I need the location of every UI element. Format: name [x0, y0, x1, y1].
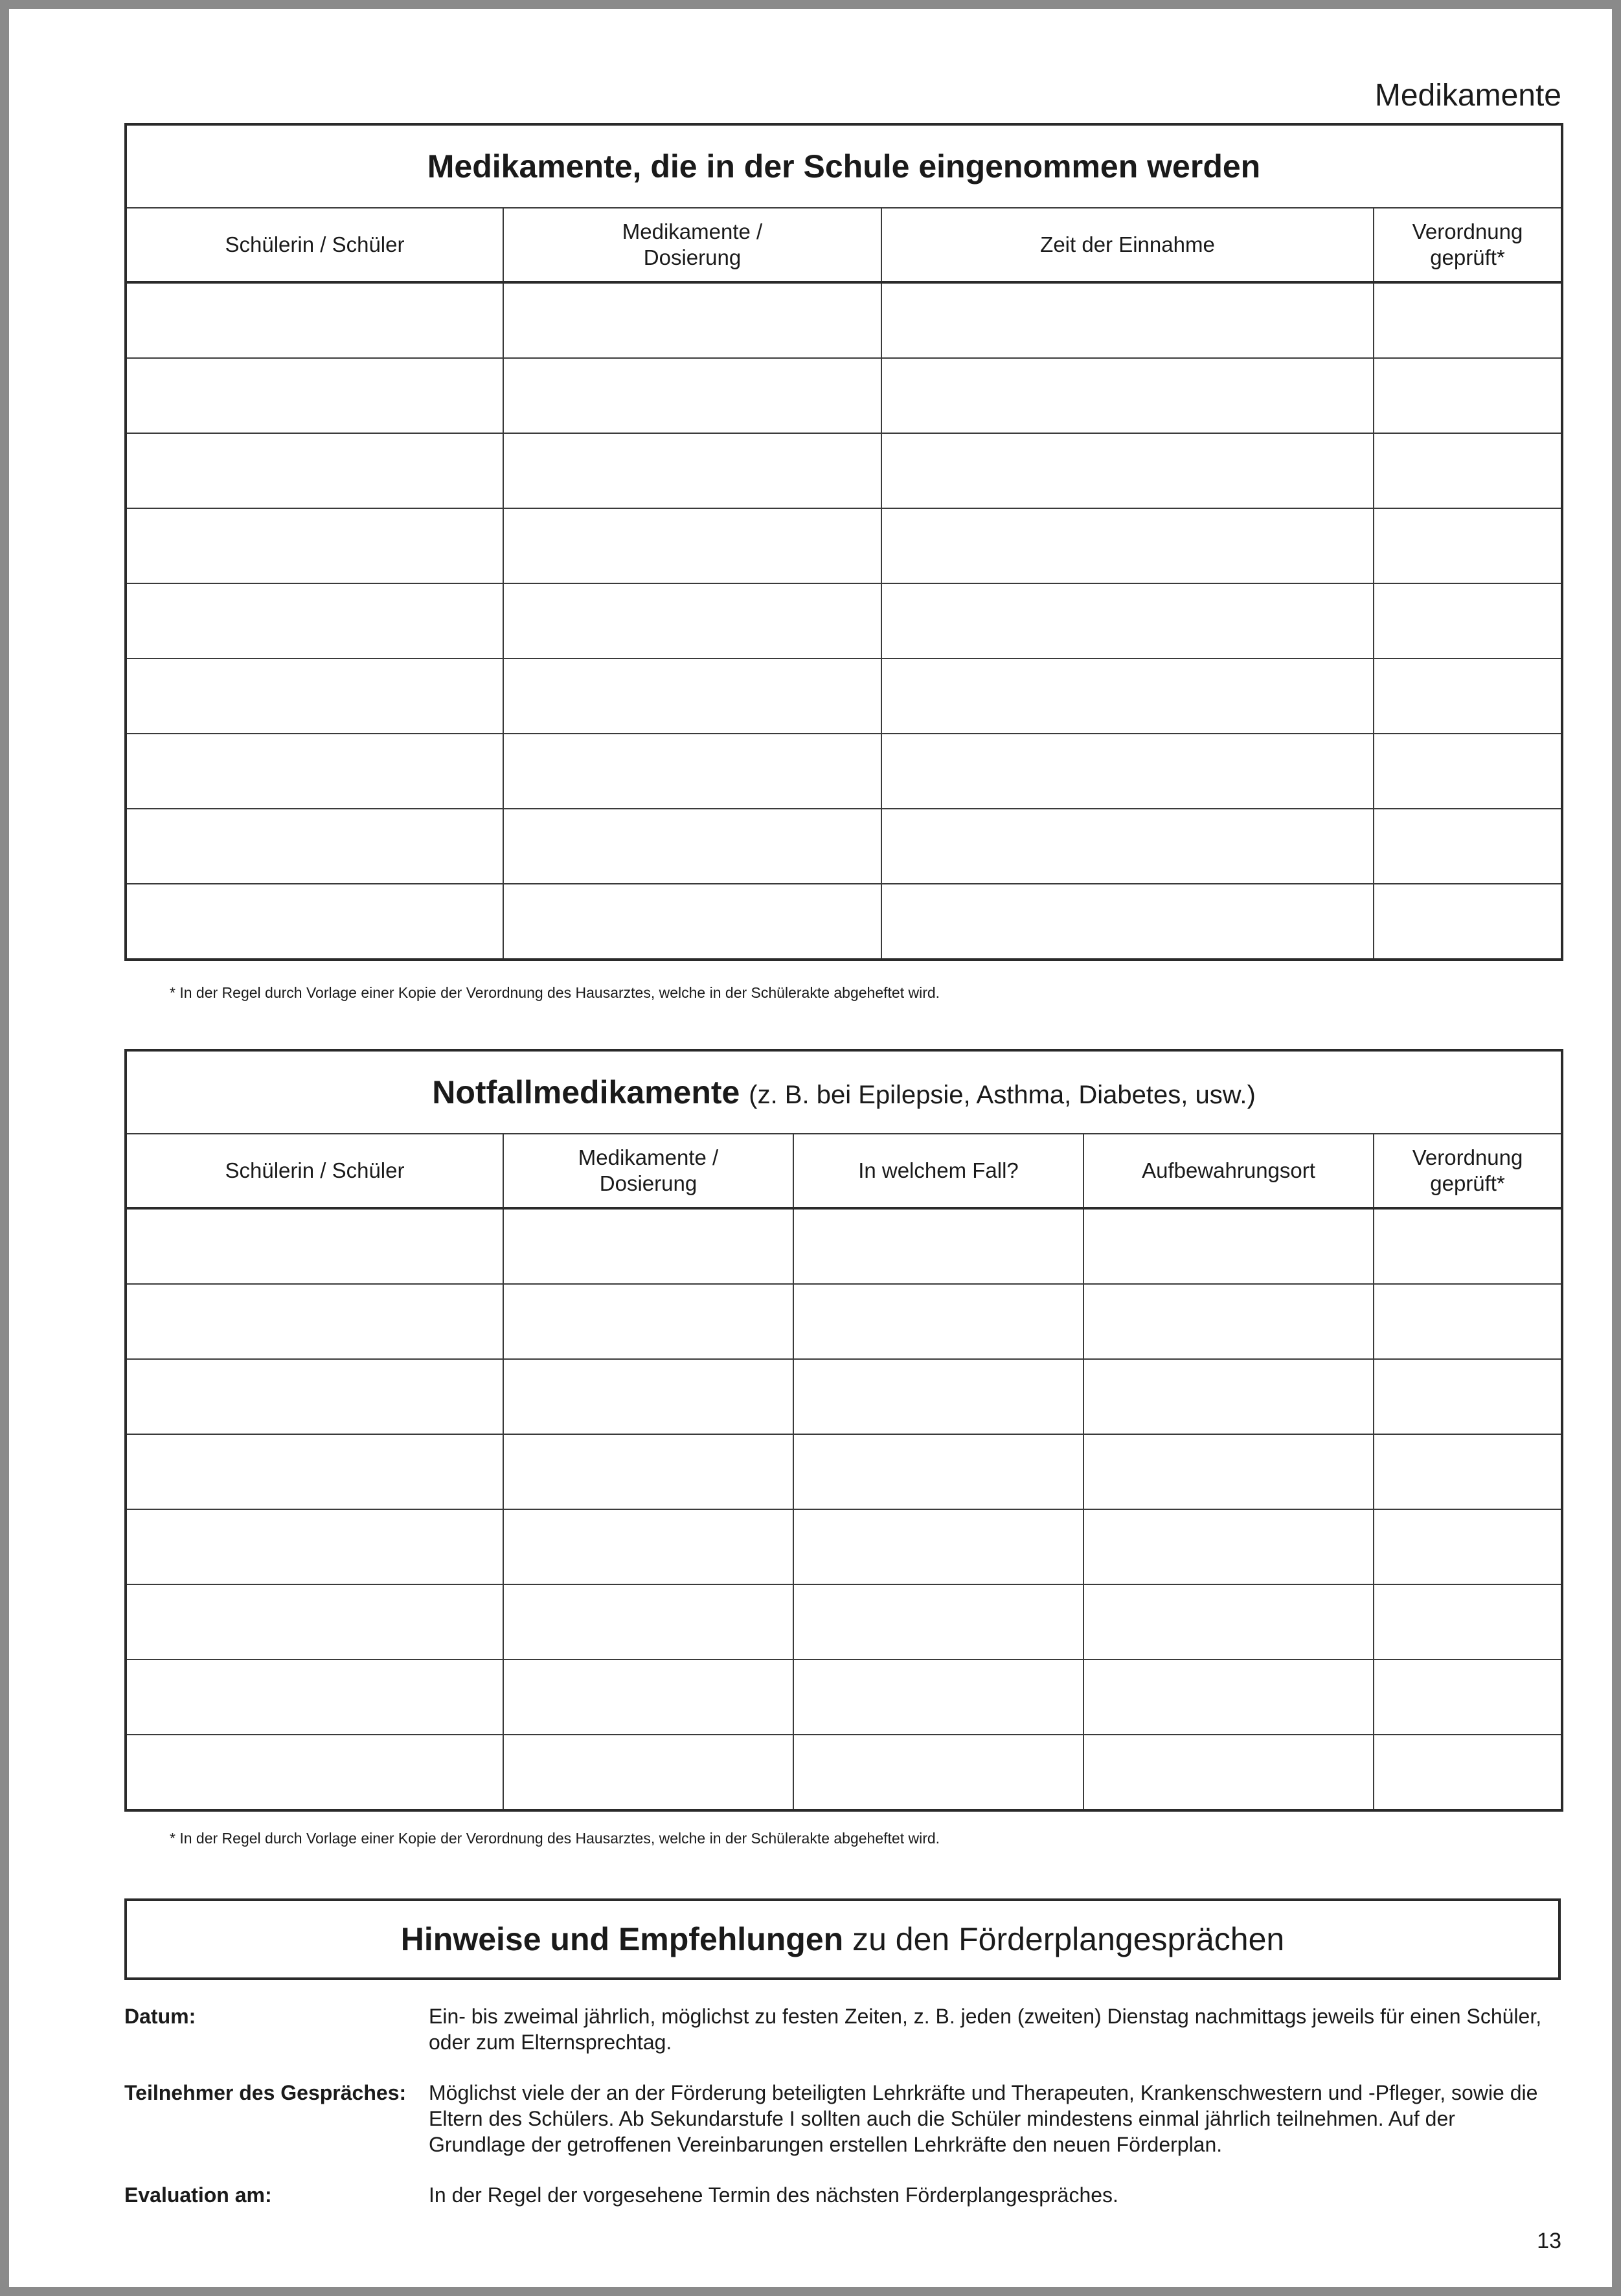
col-header-medication-dosage: Medikamente / Dosierung	[503, 1134, 793, 1208]
medication-table-cell[interactable]	[126, 809, 503, 884]
medication-table-cell[interactable]	[1374, 583, 1562, 658]
col-header-time-of-intake: Zeit der Einnahme	[881, 208, 1374, 282]
emergency-table-cell[interactable]	[503, 1434, 793, 1509]
medication-table-cell[interactable]	[881, 658, 1374, 734]
emergency-table-cell[interactable]	[793, 1284, 1083, 1359]
emergency-table-row	[126, 1584, 1562, 1660]
medication-table-cell[interactable]	[1374, 884, 1562, 960]
medication-table-cell[interactable]	[881, 282, 1374, 358]
emergency-table-cell[interactable]	[126, 1434, 503, 1509]
emergency-table-cell[interactable]	[793, 1434, 1083, 1509]
medication-table-cell[interactable]	[503, 282, 881, 358]
emergency-table-row	[126, 1735, 1562, 1810]
emergency-table-cell[interactable]	[503, 1735, 793, 1810]
emergency-table-cell[interactable]	[1083, 1660, 1374, 1735]
note-row-teilnehmer	[124, 2080, 1561, 2157]
medication-table-cell[interactable]	[126, 658, 503, 734]
medication-table-title: Medikamente, die in der Schule eingenommen werden	[126, 124, 1562, 208]
emergency-table-cell[interactable]	[503, 1284, 793, 1359]
emergency-table-cell[interactable]	[1083, 1284, 1374, 1359]
note-label: Evaluation am:	[124, 2183, 272, 2207]
medication-table-cell[interactable]	[1374, 508, 1562, 583]
medication-table-row	[126, 282, 1562, 358]
medication-table-cell[interactable]	[126, 884, 503, 960]
col-header-medication-dosage: Medikamente / Dosierung	[503, 208, 881, 282]
medication-table-row	[126, 884, 1562, 960]
note-text: Möglichst viele der an der Förderung beteiligten Lehrkräfte und Therapeuten, Krankenschwestern und -Pfleger, sowie die Eltern des Schülers. Ab Sekundarstufe I sollten auch die Schüler mindestens einmal jährlich teilnehmen. Auf der Grundlage der getroffenen Vereinbarungen erstellen Lehrkräfte den neuen Förderplan.	[429, 2081, 1538, 2156]
medication-table-cell[interactable]	[881, 734, 1374, 809]
medication-table-row	[126, 508, 1562, 583]
medication-table-cell[interactable]	[503, 358, 881, 433]
medication-table-cell[interactable]	[1374, 658, 1562, 734]
emergency-table-cell[interactable]	[503, 1359, 793, 1434]
emergency-table-cell[interactable]	[126, 1735, 503, 1810]
emergency-table-row	[126, 1359, 1562, 1434]
col-header-student: Schülerin / Schüler	[126, 1134, 503, 1208]
col-header-storage-location: Aufbewahrungsort	[1083, 1134, 1374, 1208]
note-row-evaluation	[124, 2182, 1561, 2208]
medication-table-cell[interactable]	[126, 583, 503, 658]
emergency-table-cell[interactable]	[793, 1660, 1083, 1735]
medication-table-cell[interactable]	[503, 583, 881, 658]
emergency-table-wrapper	[124, 1049, 1561, 1812]
medication-table-cell[interactable]	[126, 358, 503, 433]
emergency-table-row	[126, 1284, 1562, 1359]
note-text: Ein- bis zweimal jährlich, möglichst zu festen Zeiten, z. B. jeden (zweiten) Dienstag nachmittags jeweils für einen Schüler, oder zum Elternsprechtag.	[429, 2005, 1542, 2054]
hinweise-title-box: Hinweise und Empfehlungen zu den Förderplangesprächen	[124, 1898, 1561, 1980]
emergency-table-row	[126, 1660, 1562, 1735]
emergency-table-cell[interactable]	[1083, 1735, 1374, 1810]
emergency-table-row	[126, 1434, 1562, 1509]
running-head: Medikamente	[1374, 78, 1561, 113]
medication-table-cell[interactable]	[126, 734, 503, 809]
medication-table-cell[interactable]	[1374, 809, 1562, 884]
medication-table-cell[interactable]	[503, 433, 881, 508]
emergency-table-cell[interactable]	[1374, 1434, 1562, 1509]
medication-table-cell[interactable]	[881, 884, 1374, 960]
emergency-table-cell[interactable]	[126, 1359, 503, 1434]
emergency-table-cell[interactable]	[126, 1284, 503, 1359]
emergency-table-cell[interactable]	[793, 1208, 1083, 1284]
emergency-table-cell[interactable]	[503, 1509, 793, 1584]
note-label: Teilnehmer des Gespräches:	[124, 2081, 407, 2104]
medication-table-cell[interactable]	[1374, 282, 1562, 358]
medication-table-cell[interactable]	[881, 508, 1374, 583]
emergency-table-title: Notfallmedikamente (z. B. bei Epilepsie, Asthma, Diabetes, usw.)	[126, 1050, 1562, 1134]
medication-table-cell[interactable]	[881, 433, 1374, 508]
medication-table-cell[interactable]	[126, 508, 503, 583]
medication-table-row	[126, 358, 1562, 433]
emergency-table-cell[interactable]	[793, 1359, 1083, 1434]
medication-table-row	[126, 658, 1562, 734]
col-header-student: Schülerin / Schüler	[126, 208, 503, 282]
emergency-table-cell[interactable]	[126, 1509, 503, 1584]
medication-table-row	[126, 809, 1562, 884]
emergency-table-cell[interactable]	[126, 1584, 503, 1660]
emergency-table-cell[interactable]	[1374, 1284, 1562, 1359]
emergency-table-cell[interactable]	[793, 1509, 1083, 1584]
medication-table-cell[interactable]	[503, 508, 881, 583]
emergency-table-row	[126, 1208, 1562, 1284]
medication-table-wrapper	[124, 123, 1561, 961]
page-number: 13	[1537, 2229, 1561, 2253]
emergency-table-cell[interactable]	[1083, 1434, 1374, 1509]
emergency-table-cell[interactable]	[1083, 1208, 1374, 1284]
col-header-prescription-checked: Verordnung geprüft*	[1374, 1134, 1562, 1208]
medication-table-cell[interactable]	[1374, 734, 1562, 809]
emergency-table-cell[interactable]	[793, 1584, 1083, 1660]
medication-table-row	[126, 433, 1562, 508]
col-header-prescription-checked: Verordnung geprüft*	[1374, 208, 1562, 282]
medication-table-cell[interactable]	[881, 358, 1374, 433]
emergency-table-cell[interactable]	[1374, 1584, 1562, 1660]
col-header-in-which-case: In welchem Fall?	[793, 1134, 1083, 1208]
medication-table-cell[interactable]	[503, 734, 881, 809]
medication-table-cell[interactable]	[503, 809, 881, 884]
medication-table-cell[interactable]	[503, 884, 881, 960]
emergency-table-cell[interactable]	[1374, 1208, 1562, 1284]
emergency-table-cell[interactable]	[1374, 1509, 1562, 1584]
medication-table-cell[interactable]	[126, 282, 503, 358]
emergency-table-cell[interactable]	[126, 1660, 503, 1735]
note-row-datum	[124, 2003, 1561, 2055]
medication-table-cell[interactable]	[881, 809, 1374, 884]
emergency-table-cell[interactable]	[1083, 1584, 1374, 1660]
emergency-table-cell[interactable]	[1374, 1735, 1562, 1810]
emergency-table-cell[interactable]	[503, 1208, 793, 1284]
medication-table-cell[interactable]	[126, 433, 503, 508]
medication-table-row	[126, 583, 1562, 658]
medication-table-cell[interactable]	[1374, 433, 1562, 508]
hinweise-notes	[124, 2003, 1561, 2233]
emergency-table-cell[interactable]	[1083, 1359, 1374, 1434]
emergency-table-cell[interactable]	[1374, 1660, 1562, 1735]
medication-table-footnote: * In der Regel durch Vorlage einer Kopie der Verordnung des Hausarztes, welche in der Schülerakte abgeheftet wird.	[170, 984, 940, 1001]
emergency-medication-table	[124, 1049, 1563, 1812]
emergency-table-cell[interactable]	[1083, 1509, 1374, 1584]
emergency-table-cell[interactable]	[503, 1660, 793, 1735]
medication-table	[124, 123, 1563, 961]
emergency-table-cell[interactable]	[503, 1584, 793, 1660]
medication-table-cell[interactable]	[503, 658, 881, 734]
emergency-table-footnote: * In der Regel durch Vorlage einer Kopie der Verordnung des Hausarztes, welche in der Schülerakte abgeheftet wird.	[170, 1830, 940, 1847]
medication-table-row	[126, 734, 1562, 809]
medication-table-cell[interactable]	[881, 583, 1374, 658]
emergency-table-cell[interactable]	[126, 1208, 503, 1284]
emergency-table-cell[interactable]	[793, 1735, 1083, 1810]
emergency-table-row	[126, 1509, 1562, 1584]
emergency-table-cell[interactable]	[1374, 1359, 1562, 1434]
note-label: Datum:	[124, 2005, 196, 2028]
medication-table-cell[interactable]	[1374, 358, 1562, 433]
note-text: In der Regel der vorgesehene Termin des nächsten Förderplangespräches.	[429, 2183, 1118, 2207]
